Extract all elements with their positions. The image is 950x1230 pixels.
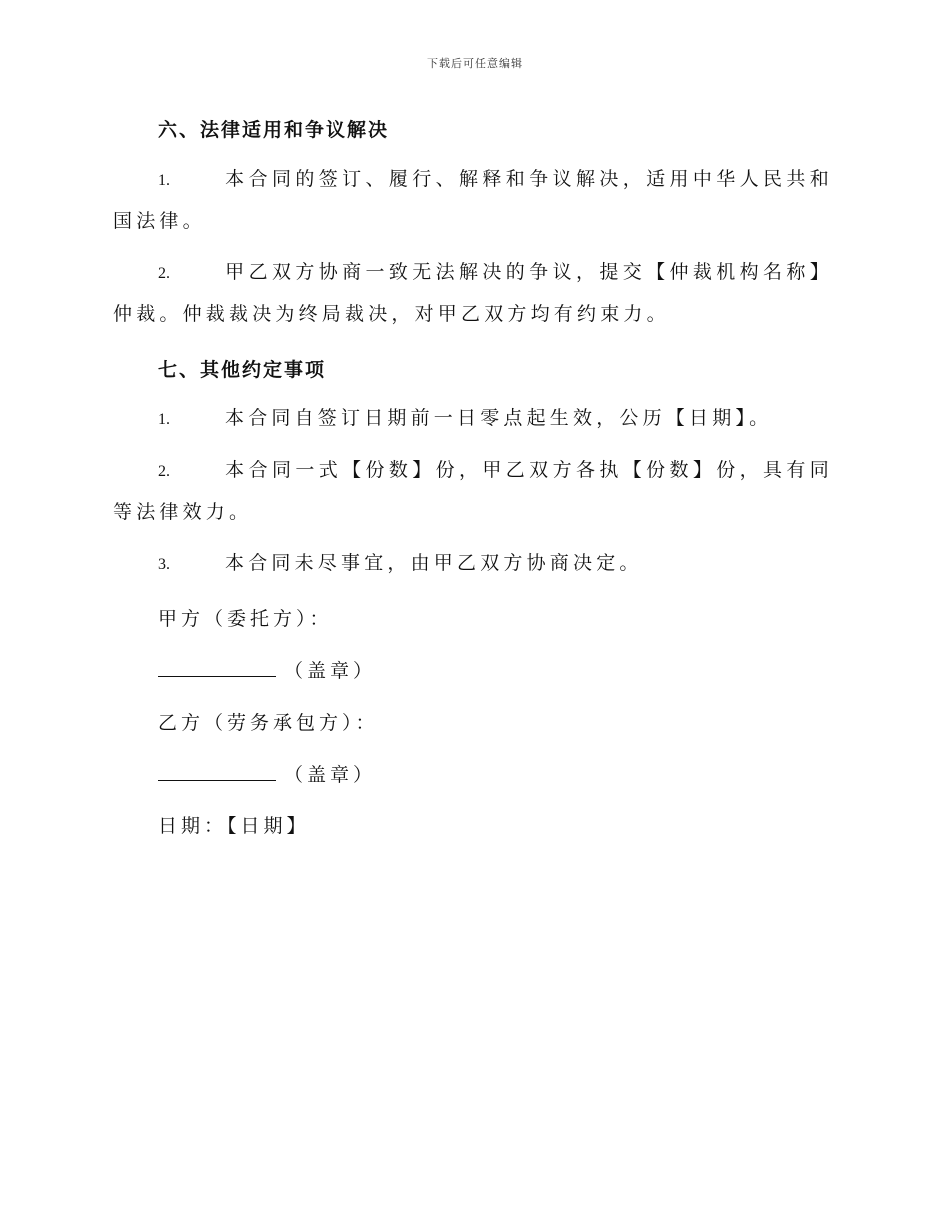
date-line: 日期：【日期】	[158, 815, 310, 837]
party-a-label: 甲方（委托方）：	[158, 608, 333, 630]
section-6-item-1	[113, 159, 833, 242]
item-number: 1.	[158, 172, 170, 189]
section-6-title: 六、法律适用和争议解决	[158, 119, 390, 141]
section-7-item-3	[113, 543, 833, 585]
signature-blank-line	[158, 658, 276, 677]
item-number: 3.	[158, 556, 170, 573]
item-text: 本合同自签订日期前一日零点起生效，公历【日期】。	[225, 407, 773, 429]
party-b-seal: （盖章）	[284, 764, 377, 786]
section-7-item-2	[113, 450, 833, 533]
item-number: 1.	[158, 411, 170, 428]
section-6-item-2	[113, 252, 833, 335]
item-text: 本合同一式【份数】份，甲乙双方各执【份数】份，具有同等法律效力。	[113, 459, 833, 523]
section-7-title: 七、其他约定事项	[158, 359, 327, 381]
party-b-signature-row	[158, 760, 376, 787]
party-a-signature-row	[158, 656, 376, 683]
item-text: 本合同的签订、履行、解释和争议解决，适用中华人民共和国法律。	[113, 168, 833, 232]
item-text: 甲乙双方协商一致无法解决的争议，提交【仲裁机构名称】仲裁。仲裁裁决为终局裁决，对甲乙双方均有约束力。	[113, 261, 833, 325]
header-note: 下载后可任意编辑	[427, 57, 523, 70]
item-text: 本合同未尽事宜，由甲乙双方协商决定。	[225, 552, 643, 574]
section-7-item-1	[113, 398, 833, 440]
signature-blank-line	[158, 762, 276, 781]
item-number: 2.	[158, 463, 170, 480]
party-b-label: 乙方（劳务承包方）：	[158, 712, 379, 734]
item-number: 2.	[158, 265, 170, 282]
party-a-seal: （盖章）	[284, 660, 377, 682]
